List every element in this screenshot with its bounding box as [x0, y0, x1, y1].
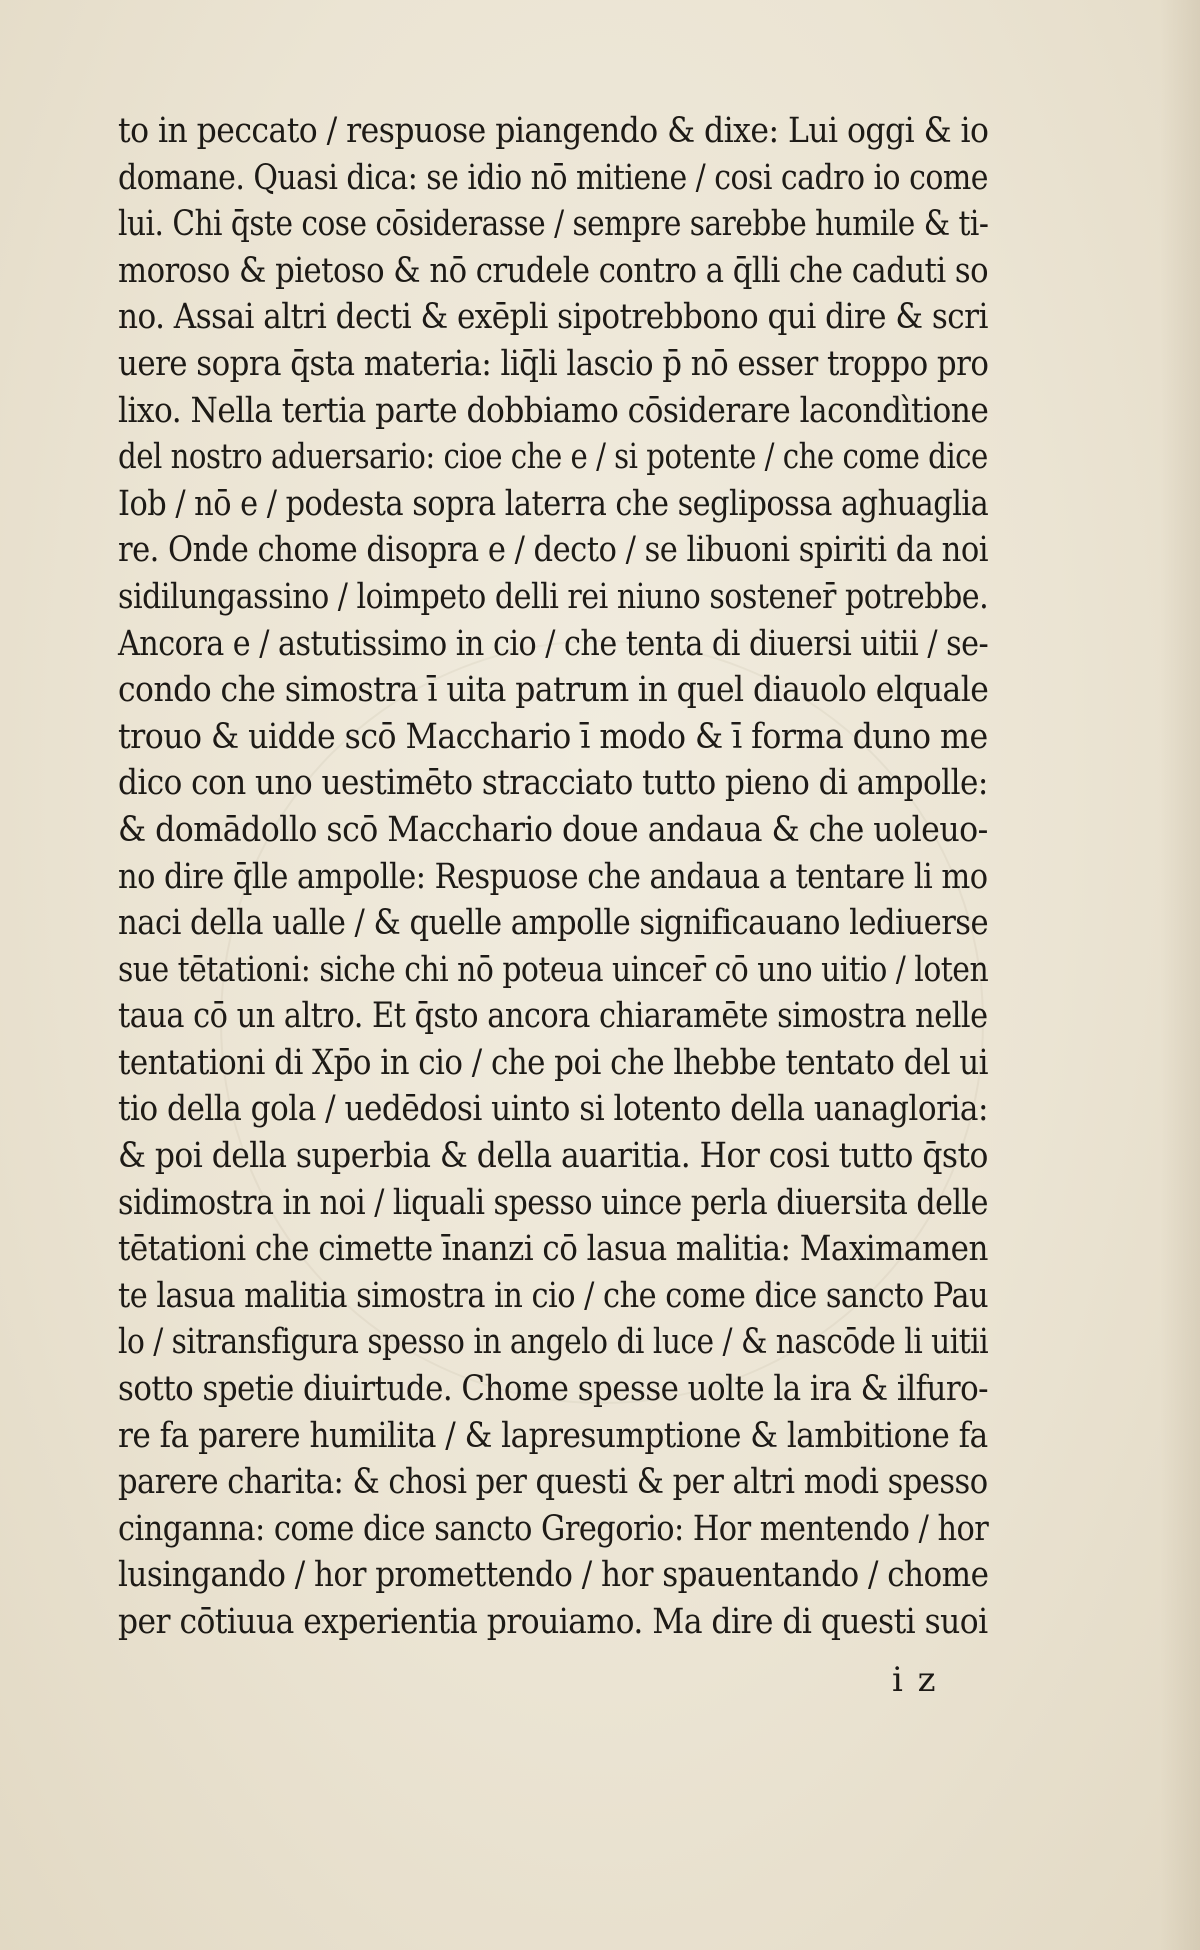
- page-edge-shadow: [1160, 0, 1200, 1950]
- text-line: & poi della superbia & della auaritia. Hor cosi tutto q̄sto: [118, 1136, 988, 1177]
- text-line: del nostro aduersario: cioe che e / si potente / che come dice: [118, 437, 988, 478]
- text-line: Iob / nō e / podesta sopra laterra che seglipossa aghuaglia: [118, 483, 989, 524]
- text-line: taua cō un altro. Et q̄sto ancora chiaramēte simostra nelle: [118, 996, 988, 1037]
- text-line: sue tētationi: siche chi nō poteua uincer̄ cō uno uitio / loten: [118, 949, 989, 990]
- text-line: Ancora e / astutissimo in cio / che tenta di diuersi uitii / se-: [118, 623, 989, 664]
- text-line: cinganna: come dice sancto Gregorio: Hor mentendo / hor: [118, 1508, 989, 1549]
- text-line: sotto spetie diuirtude. Chome spesse uolte la ira & ilfuro-: [118, 1369, 989, 1410]
- text-line: dico con uno uestimēto stracciato tutto pieno di ampolle:: [118, 763, 988, 804]
- text-line: sidimostra in noi / liquali spesso uince perla diuersita delle: [118, 1182, 988, 1223]
- text-line: per cōtiuua experientia prouiamo. Ma dire di questi suoi: [118, 1602, 988, 1642]
- text-line: trouo & uidde scō Macchario ī modo & ī forma duno me: [118, 716, 988, 757]
- text-line: lixo. Nella tertia parte dobbiamo cōsiderare lacondìtione: [118, 390, 989, 431]
- text-line: te lasua malitia simostra in cio / che come dice sancto Pau: [118, 1275, 989, 1316]
- text-line: no dire q̄lle ampolle: Respuose che andaua a tentare li mo: [118, 856, 988, 897]
- text-line: re. Onde chome disopra e / decto / se libuoni spiriti da noi: [118, 530, 988, 571]
- text-line: & domādollo scō Macchario doue andaua & che uoleuo-: [118, 809, 988, 850]
- text-line: lui. Chi q̄ste cose cōsiderasse / sempre sarebbe humile & ti-: [118, 204, 989, 245]
- text-line: naci della ualle / & quelle ampolle significauano lediuerse: [118, 903, 989, 944]
- signature-mark: i z: [892, 1660, 938, 1700]
- text-line: tentationi di Xp̄o in cio / che poi che lhebbe tentato del ui: [118, 1042, 988, 1083]
- text-line: lo / sitransfigura spesso in angelo di luce / & nascōde li uitii: [118, 1322, 989, 1363]
- text-line: uere sopra q̄sta materia: liq̄li lascio p̄ nō esser troppo pro: [118, 343, 989, 384]
- text-line: parere charita: & chosi per questi & per altri modi spesso: [118, 1462, 988, 1503]
- text-line: tētationi che cimette īnanzi cō lasua malitia: Maximamen: [118, 1229, 988, 1270]
- text-line: moroso & pietoso & nō crudele contro a q̄lli che caduti so: [118, 250, 989, 291]
- text-line: lusingando / hor promettendo / hor spauentando / chome: [118, 1555, 989, 1596]
- text-line: to in peccato / respuose piangendo & dixe: Lui oggi & io: [118, 111, 989, 151]
- text-line: tio della gola / uedēdosi uinto si lotento della uanagloria:: [118, 1089, 988, 1130]
- text-line: condo che simostra ī uita patrum in quel diauolo elquale: [118, 670, 989, 711]
- body-text: [118, 108, 988, 1646]
- text-line: domane. Quasi dica: se idio nō mitiene / cosi cadro io come: [118, 157, 988, 198]
- text-line: sidilungassino / loimpeto delli rei niuno sostener̄ potrebbe.: [118, 576, 989, 617]
- text-line: re fa parere humilita / & lapresumptione & lambitione fa: [118, 1415, 988, 1456]
- text-line: no. Assai altri decti & exēpli sipotrebbono qui dire & scri: [118, 297, 988, 338]
